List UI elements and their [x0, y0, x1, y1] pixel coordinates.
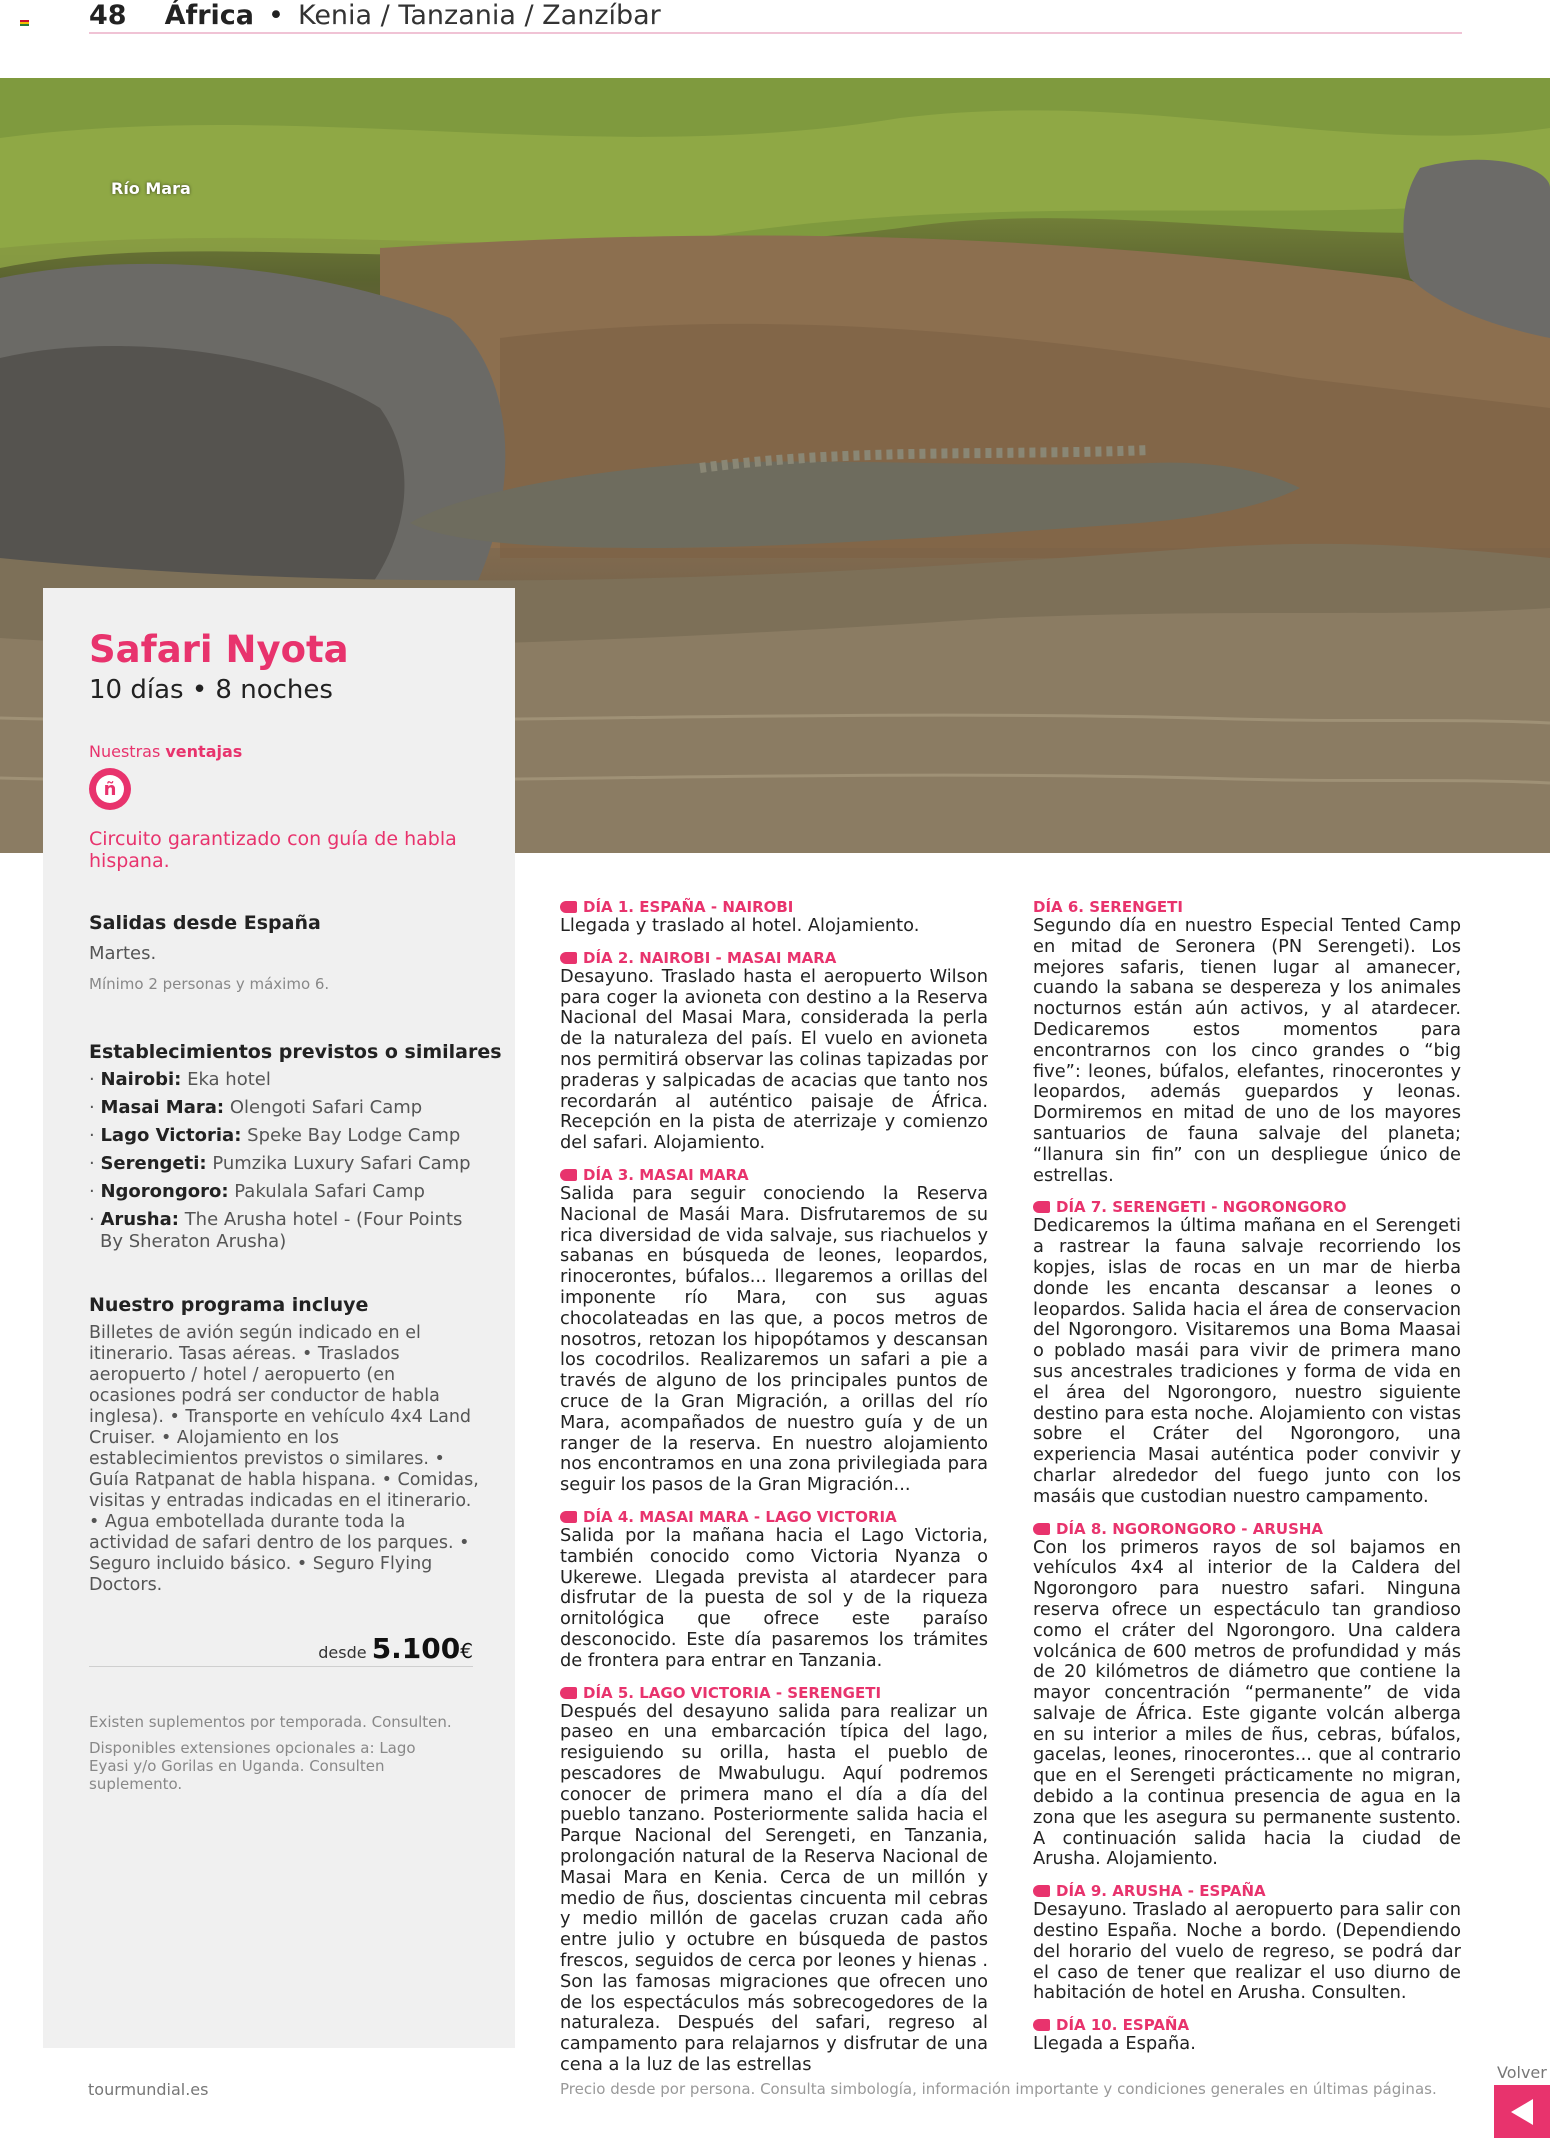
tag-icon — [1033, 1885, 1050, 1897]
back-button[interactable] — [1494, 2085, 1550, 2138]
day-heading — [1033, 1198, 1461, 1216]
day-text: Dedicaremos la última mañana en el Serengeti a rastrear la fauna salvaje recorriendo los kopjes, islas de rocas en un mar de hierba donde les encanta descansar a leones o leopardos. Salida hacia el área de conservacion del Ngorongoro. Visitaremos una Boma Maasai o poblado masái para vivir de primera mano sus ancestrales tradiciones y forma de vida en el área del Ngorongoro, nuestro siguiente destino para esta noche. Alojamiento con vistas sobre el Cráter del Ngorongoro, una experiencia Masai auténtica poder convivir y charlar alrededor del fuego junto con los masáis que custodian nuestro campamento. — [1033, 1215, 1461, 1507]
hotel-name: Olengoti Safari Camp — [229, 1097, 423, 1118]
day-title: DÍA 10. ESPAÑA — [1056, 2016, 1190, 2035]
list-item — [89, 1069, 479, 1091]
day-text: Salida por la mañana hacia el Lago Victoria, también conocido como Victoria Nyanza o Ukerewe. Llegada prevista al atardecer para disfrutar de la puesta de sol y de la riqueza ornitológica que ofrece este paraíso desconocido. Este día pasaremos los trámites de frontera para entrar en Tanzania. — [560, 1524, 988, 1671]
page-number: 48 — [89, 0, 127, 31]
spanish-guide-icon — [89, 768, 131, 810]
day-heading — [560, 949, 988, 967]
salidas-note: Mínimo 2 personas y máximo 6. — [89, 975, 330, 993]
itinerary-column-1 — [560, 898, 988, 2088]
hotel-place: Ngorongoro: — [100, 1181, 229, 1202]
day-text: Segundo día en nuestro Especial Tented Camp en mitad de Seronera (PN Serengeti). Los mejores safaris, tienen lugar al amanecer, cuando la sabana se despereza y los animales nocturnos están aún activos, y al atardecer. Dedicaremos estos momentos para encontrarnos con los cinco grandes o “big five”: leones, búfalos, elefantes, rinocerontes y leopardos, además guepardos y leonas. Dormiremos en mitad de uno de los mayores santuarios de fauna salvaje del planeta; “llanura sin fin” con un despliegue único de estrellas. — [1033, 915, 1461, 1186]
ventajas-label — [89, 742, 242, 761]
back-label[interactable]: Volver — [1497, 2063, 1547, 2082]
hotel-name: Pakulala Safari Camp — [234, 1181, 425, 1202]
day-heading — [560, 1166, 988, 1184]
extensiones-note: Disponibles extensiones opcionales a: Lago Eyasi y/o Gorilas en Uganda. Consulten suplemento. — [89, 1739, 416, 1793]
tour-title: Safari Nyota — [89, 628, 349, 671]
tag-icon — [560, 901, 577, 913]
day-block — [1033, 1198, 1461, 1507]
price-prefix: desde — [318, 1643, 367, 1662]
suplementos-note: Existen suplementos por temporada. Consulten. — [89, 1713, 452, 1731]
programa-text: Billetes de avión según indicado en el itinerario. Tasas aéreas. • Traslados aeropuerto / hotel / aeropuerto (en ocasiones podrá ser conductor de habla inglesa). • Transporte en vehículo 4x4 Land Cruiser. • Alojamiento en los establecimientos previstos o similares. • Guía Ratpanat de habla hispana. • Comidas, visitas y entradas indicadas en el itinerario. • Agua embotellada durante toda la actividad de safari dentro de los parques. • Seguro incluido básico. • Seguro Flying Doctors. — [89, 1323, 479, 1595]
list-item — [89, 1181, 479, 1203]
guarantee-text: Circuito garantizado con guía de habla hispana. — [89, 828, 457, 872]
day-title: DÍA 2. NAIROBI - MASAI MARA — [583, 948, 837, 967]
ventajas-prefix: Nuestras — [89, 742, 161, 761]
hotel-list — [89, 1069, 479, 1259]
destinations-title: Kenia / Tanzania / Zanzíbar — [297, 0, 661, 31]
page-header — [89, 0, 1462, 34]
day-heading — [560, 898, 988, 916]
badge-glyph: ñ — [96, 775, 124, 803]
price-row — [89, 1632, 473, 1667]
list-item — [89, 1153, 479, 1175]
day-heading — [1033, 2016, 1461, 2034]
footer-site[interactable]: tourmundial.es — [88, 2080, 209, 2099]
tag-icon — [1033, 1201, 1050, 1213]
price-currency: € — [460, 1639, 473, 1663]
list-item — [89, 1125, 479, 1147]
list-item — [89, 1209, 479, 1253]
hotel-name: The Arusha hotel - (Four Points By Sheraton Arusha) — [100, 1209, 463, 1252]
day-block — [1033, 1520, 1461, 1871]
day-title: DÍA 6. SERENGETI — [1033, 898, 1183, 916]
hotel-name: Speke Bay Lodge Camp — [247, 1125, 461, 1146]
tag-icon — [560, 1511, 577, 1523]
day-text: Desayuno. Traslado al aeropuerto para salir con destino España. Noche a bordo. (Dependiendo del horario del vuelo de regreso, se podrá dar el caso de tener que realizar el uso diurno de habitación de hotel en Arusha. Consulten. — [1033, 1899, 1461, 2004]
establecimientos-heading: Establecimientos previstos o similares — [89, 1041, 502, 1063]
day-block — [1033, 1882, 1461, 2004]
day-block — [560, 1508, 988, 1672]
day-title: DÍA 1. ESPAÑA - NAIROBI — [583, 898, 794, 916]
day-text: Después del desayuno salida para realizar un paseo en una embarcación típica del lago, resiguiendo su orilla, hasta el pueblo de pescadores de Mwabulugu. Aquí podremos conocer de primera mano el día a día del pueblo tanzano. Posteriormente salida hacia el Parque Nacional del Serengeti, en Tanzania, prolongación natural de la Reserva Nacional de Masai Mara en Kenia. Cerca de un millón y medio de ñus, doscientas cincuenta mil cebras y medio millón de gacelas cruzan cada año entre julio y octubre en búsqueda de pastos frescos, seguidos de cerca por leones y hienas . Son las famosas migraciones que ofrecen uno de los espectáculos más sobrecogedores de la naturaleza. Después del safari, regreso al campamento para relajarnos y disfrutar de una cena a la luz de las estrellas — [560, 1700, 988, 2076]
day-block — [1033, 898, 1461, 1186]
footer-disclaimer: Precio desde por persona. Consulta simbología, información importante y condiciones generales en últimas páginas. — [560, 2080, 1437, 2098]
tag-icon — [1033, 1523, 1050, 1535]
day-block — [1033, 2016, 1461, 2055]
ventajas-word: ventajas — [165, 742, 243, 761]
day-block — [560, 949, 988, 1154]
day-title: DÍA 8. NGORONGORO - ARUSHA — [1056, 1519, 1324, 1538]
day-text: Salida para seguir conociendo la Reserva Nacional de Masái Mara. Disfrutaremos de su rica diversidad de vida salvaje, sus riachuelos y sabanas en búsqueda de leones, leopardos, rinocerontes, búfalos... llegaremos a orillas del imponente río Mara, con sus aguas chocolateadas en las que, a pocos metros de nosotros, retozan los hipopótamos y descansan los cocodrilos. Realizaremos un safari a pie a través de alguno de los principales puntos de cruce de la Gran Migración, a orillas del río Mara, acompañados de nuestro guía y de un ranger de la reserva. En nuestro alojamiento nos encontramos en una zona privilegiada para seguir los pasos de la Gran Migración... — [560, 1182, 988, 1496]
day-block — [560, 1166, 988, 1496]
day-heading — [1033, 1520, 1461, 1538]
day-title: DÍA 5. LAGO VICTORIA - SERENGETI — [583, 1683, 882, 1702]
back-arrow-icon — [1511, 2099, 1533, 2125]
hotel-place: Nairobi: — [100, 1069, 182, 1090]
hotel-place: Masai Mara: — [100, 1097, 225, 1118]
day-block — [560, 1684, 988, 2076]
day-text: Llegada a España. — [1033, 2033, 1196, 2055]
day-title: DÍA 3. MASAI MARA — [583, 1165, 749, 1184]
day-title: DÍA 9. ARUSHA - ESPAÑA — [1056, 1882, 1266, 1901]
hotel-name: Eka hotel — [187, 1069, 271, 1090]
photo-caption: Río Mara — [111, 179, 191, 198]
tour-duration: 10 días • 8 noches — [89, 675, 333, 705]
price-amount: 5.100 — [371, 1632, 461, 1665]
salidas-days: Martes. — [89, 943, 157, 964]
day-block — [560, 898, 988, 937]
hotel-place: Serengeti: — [100, 1153, 207, 1174]
day-text: Llegada y traslado al hotel. Alojamiento. — [560, 915, 920, 936]
itinerary-column-2 — [1033, 898, 1461, 2067]
day-title: DÍA 7. SERENGETI - NGORONGORO — [1056, 1198, 1347, 1217]
list-item — [89, 1097, 479, 1119]
tag-icon — [1033, 2019, 1050, 2031]
day-text: Desayuno. Traslado hasta el aeropuerto Wilson para coger la avioneta con destino a la Reserva Nacional del Masai Mara, considerada la perla de la naturaleza del país. El vuelo en avioneta nos permitirá observar las colinas tapizadas por praderas y salpicadas de acacias que tanto nos recordarán al auténtico paisaje de África. Recepción en la pista de aterrizaje y comienzo del safari. Alojamiento. — [560, 965, 988, 1154]
hotel-name: Pumzika Luxury Safari Camp — [212, 1153, 471, 1174]
day-title: DÍA 4. MASAI MARA - LAGO VICTORIA — [583, 1507, 897, 1526]
salidas-heading: Salidas desde España — [89, 912, 321, 934]
day-heading — [560, 1508, 988, 1526]
day-heading — [1033, 898, 1461, 916]
programa-heading: Nuestro programa incluye — [89, 1294, 369, 1316]
tag-icon — [560, 1687, 577, 1699]
spain-flag-icon — [20, 20, 29, 26]
day-heading — [1033, 1882, 1461, 1900]
header-separator: • — [268, 0, 284, 31]
hotel-place: Arusha: — [100, 1209, 179, 1230]
day-text: Con los primeros rayos de sol bajamos en vehículos 4x4 al interior de la Caldera del Ngorongoro para nuestro safari. Ninguna reserva ofrece un espectáculo tan grandioso como el cráter del Ngorongoro. Una caldera volcánica de 600 metros de profundidad y más de 20 kilómetros de diámetro que contiene la mayor concentración “permanente” de vida salvaje de África. Este gigante volcán alberga en su interior a miles de ñus, cebras, búfalos, gacelas, leones, rinocerontes... que al contrario que en el Serengeti prácticamente no migran, debido a la continua presencia de agua en la zona que les asegura su permanente sustento. A continuación salida hacia la ciudad de Arusha. Alojamiento. — [1033, 1536, 1461, 1870]
tag-icon — [560, 952, 577, 964]
region-title: África — [164, 0, 255, 31]
day-heading — [560, 1684, 988, 1702]
hotel-place: Lago Victoria: — [100, 1125, 242, 1146]
tag-icon — [560, 1169, 577, 1181]
